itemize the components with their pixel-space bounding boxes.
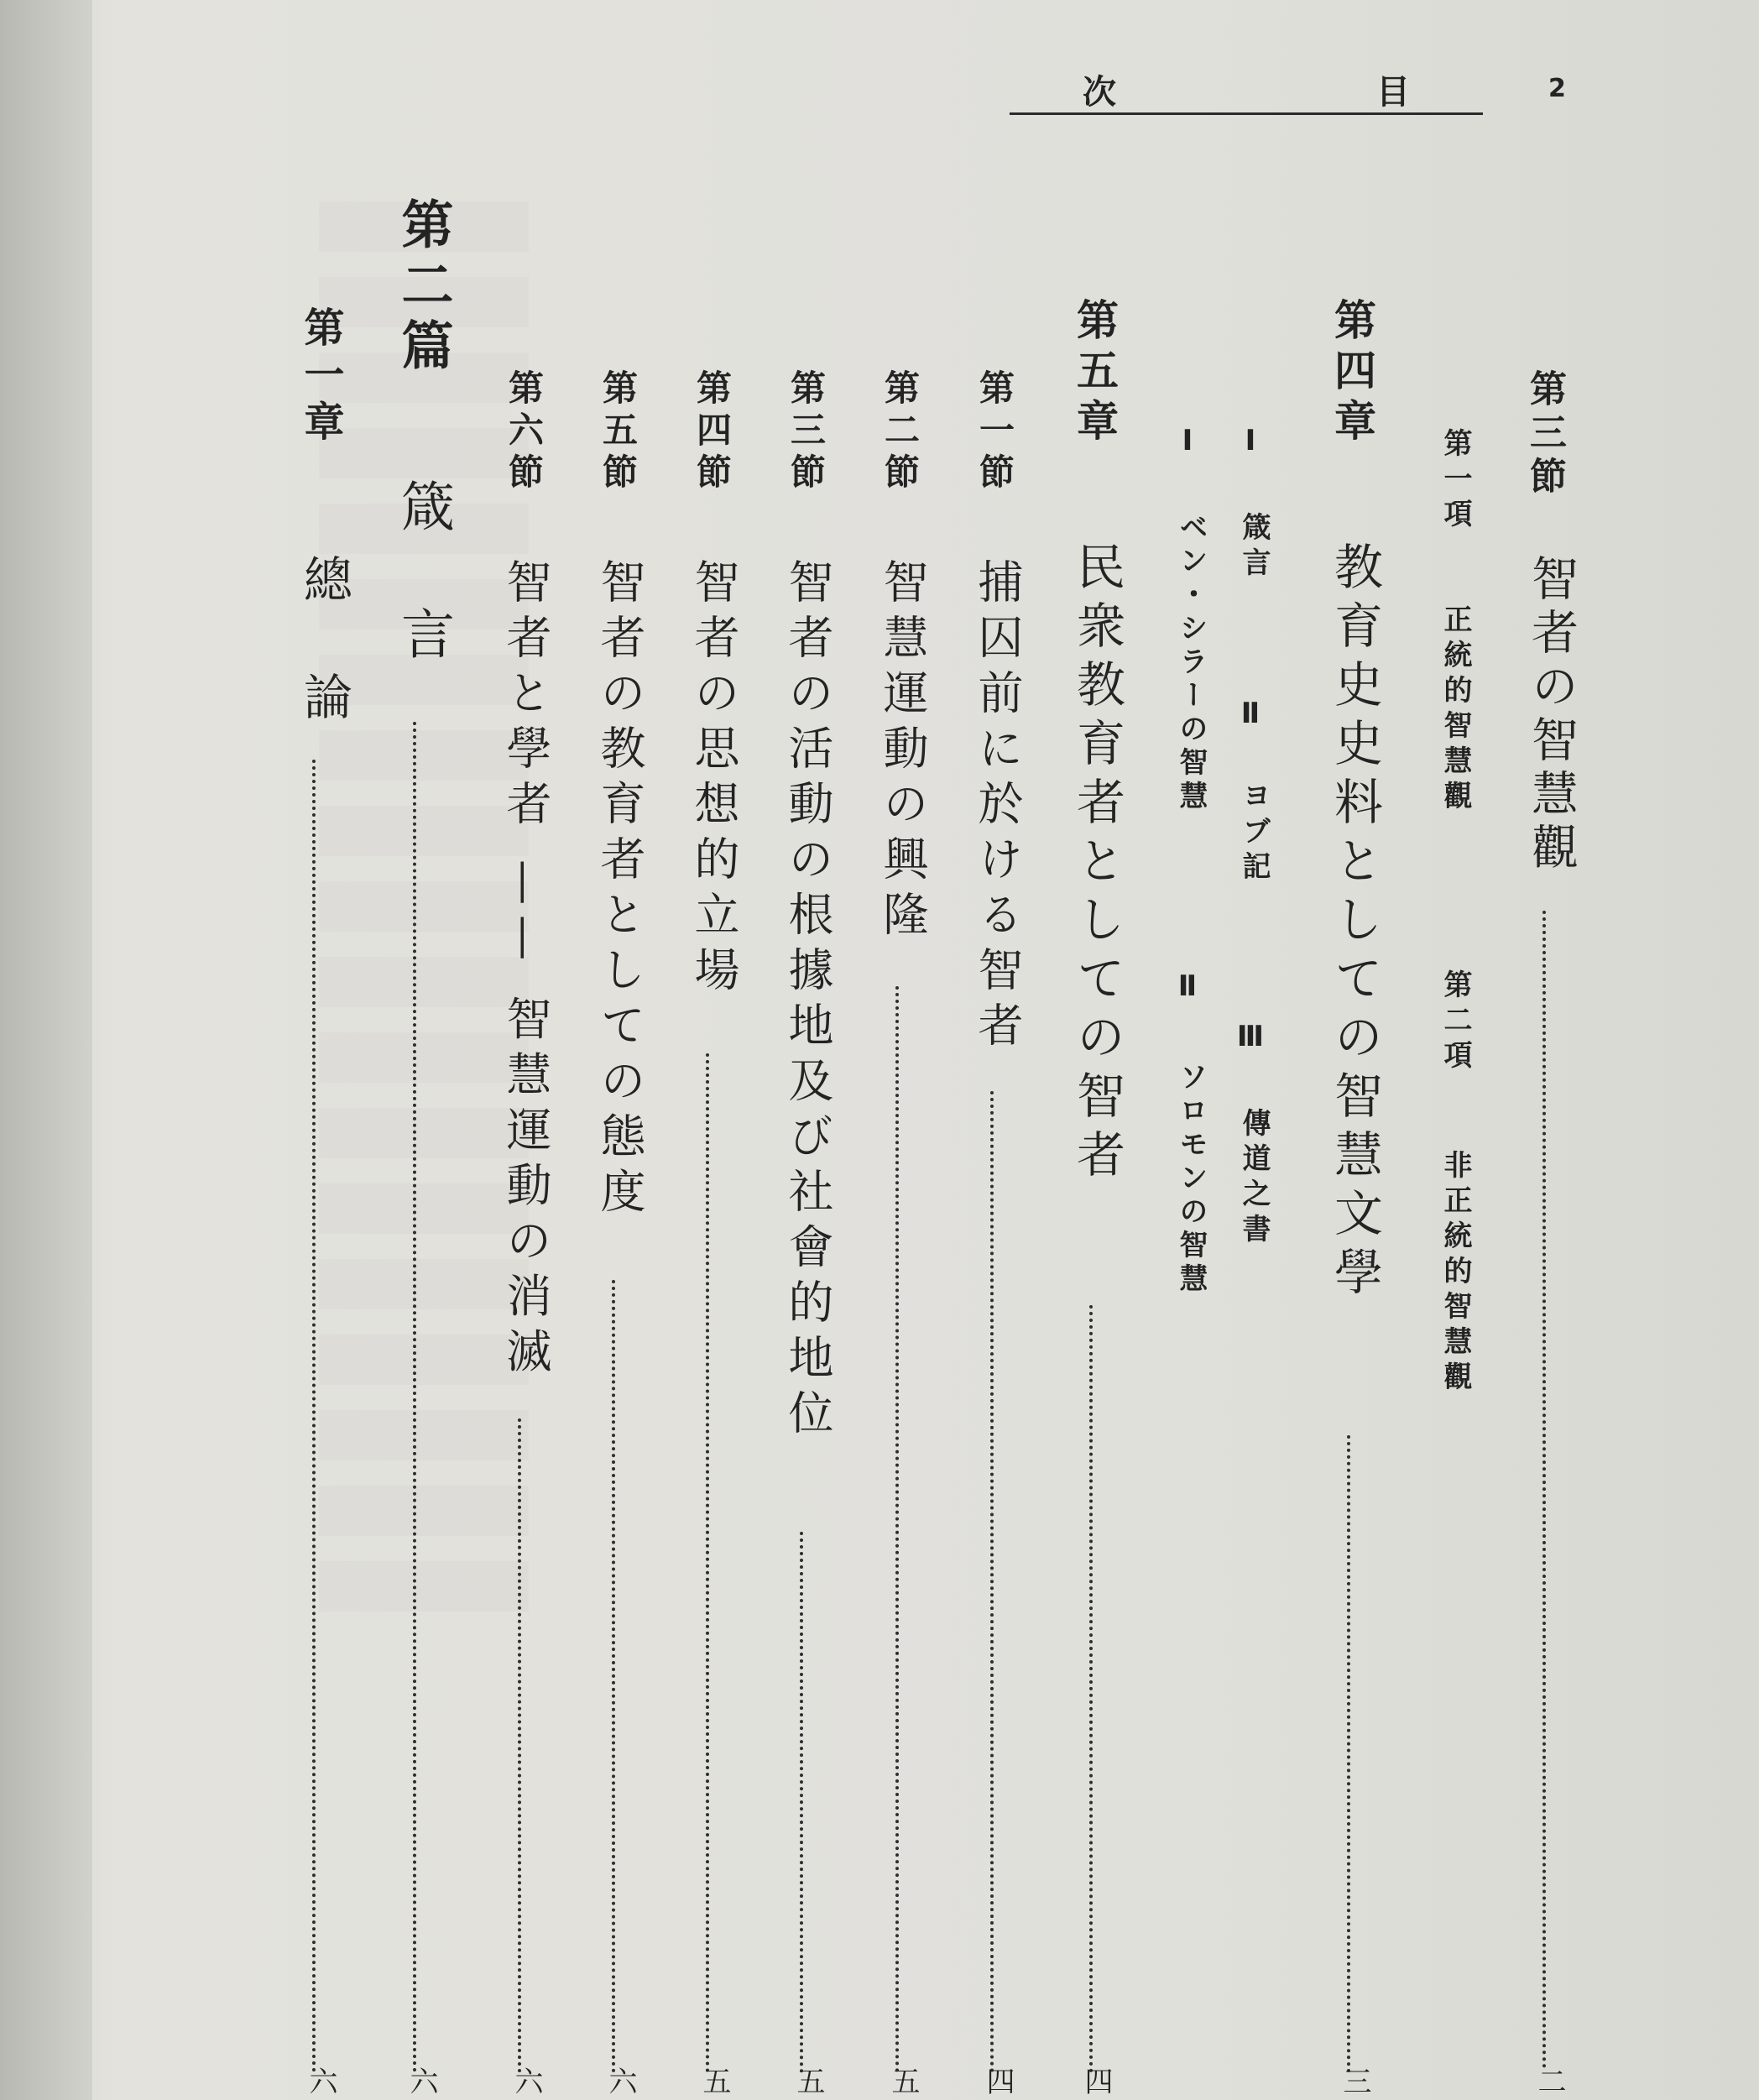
toc-label-s3: 第三節 (786, 369, 827, 495)
toc-label-s2: 第二節 (880, 369, 921, 495)
leader-dots-sec3 (1542, 911, 1546, 2069)
toc-ch4-item-4: ベン・シラーの智慧 (1174, 512, 1208, 814)
leader-dots-s6 (518, 1418, 521, 2073)
toc-ch4-num-1: Ⅰ (1234, 424, 1267, 457)
toc-sub-label-1: 第一項 (1438, 428, 1472, 534)
toc-ch4-item-3: 傳道之書 (1237, 1108, 1271, 1249)
toc-page-ch5: 四 (1079, 2066, 1113, 2095)
toc-ch4-num-2: Ⅱ (1234, 697, 1267, 730)
toc-page-ch1: 六 (304, 2066, 337, 2095)
toc-ch4-item-5: ソロモンの智慧 (1174, 1062, 1208, 1297)
toc-label-sec3: 第三節 (1523, 369, 1566, 500)
toc-ch4-item-2: ヨブ記 (1237, 781, 1271, 886)
toc-page-ch4: 三 (1338, 2066, 1371, 2095)
toc-title-s1: 捕囚前に於ける智者 (971, 558, 1024, 1057)
toc-title-ch5: 民衆教育者としての智者 (1068, 541, 1125, 1188)
toc-sub-text-2: 非正統的智慧觀 (1438, 1150, 1472, 1397)
toc-label-s4: 第四節 (692, 369, 733, 495)
toc-page-s6: 六 (509, 2066, 543, 2095)
toc-title-s2: 智慧運動の興隆 (876, 558, 929, 946)
running-header-left: 次 (1083, 73, 1116, 112)
toc-page-s2: 五 (886, 2066, 920, 2095)
page-gutter-shadow (0, 0, 92, 2100)
toc-sub-label-2: 第二項 (1438, 969, 1472, 1075)
toc-title-ch4: 教育史史料としての智慧文學 (1326, 541, 1383, 1305)
leader-dots-s2 (895, 986, 899, 2073)
toc-title-s4: 智者の思想的立場 (687, 558, 740, 1001)
toc-title-sec3: 智者の智慧觀 (1524, 554, 1579, 876)
toc-label-s5: 第五節 (598, 369, 639, 495)
leader-dots-s5 (612, 1280, 615, 2073)
leader-dots-ch1 (312, 760, 316, 2073)
header-rule (1010, 112, 1483, 115)
toc-title-part2: 箴 言 (392, 478, 454, 670)
toc-page-s3: 五 (791, 2066, 825, 2095)
leader-dots-ch5 (1089, 1305, 1093, 2073)
toc-ch4-item-1: 箴言 (1237, 512, 1271, 582)
toc-label-s6: 第六節 (504, 369, 545, 495)
toc-ch4-num-5: Ⅱ (1171, 969, 1204, 1003)
leader-dots-s3 (800, 1532, 803, 2073)
toc-page-part2: 六 (405, 2066, 438, 2095)
running-header-right: 目 (1376, 73, 1410, 112)
toc-title-s6: 智者と學者 —— 智慧運動の消滅 (499, 558, 552, 1383)
toc-ch4-num-4: Ⅰ (1171, 424, 1204, 457)
toc-title-ch1: 總 論 (295, 554, 352, 730)
toc-ch4-num-3: Ⅲ (1234, 1020, 1267, 1053)
toc-page-s5: 六 (603, 2066, 637, 2095)
toc-label-ch1: 第一章 (297, 306, 344, 447)
leader-dots-s1 (990, 1091, 994, 2073)
leader-dots-part2 (413, 722, 416, 2073)
toc-title-s3: 智者の活動の根據地及び社會的地位 (781, 558, 834, 1444)
toc-label-s1: 第一節 (974, 369, 1015, 495)
toc-label-ch5: 第五章 (1070, 298, 1119, 449)
toc-title-s5: 智者の教育者としての態度 (593, 558, 646, 1223)
leader-dots-ch4 (1347, 1435, 1350, 2073)
toc-page-s1: 四 (981, 2066, 1015, 2095)
toc-page-s4: 五 (697, 2066, 731, 2095)
toc-page-sec3: 二 (1532, 2066, 1566, 2095)
page-number: 2 (1548, 74, 1566, 103)
toc-sub-text-1: 正統的智慧觀 (1438, 604, 1472, 816)
toc-label-ch4: 第四章 (1328, 298, 1376, 449)
toc-label-part2: 第二篇 (393, 197, 454, 379)
leader-dots-s4 (706, 1053, 709, 2073)
